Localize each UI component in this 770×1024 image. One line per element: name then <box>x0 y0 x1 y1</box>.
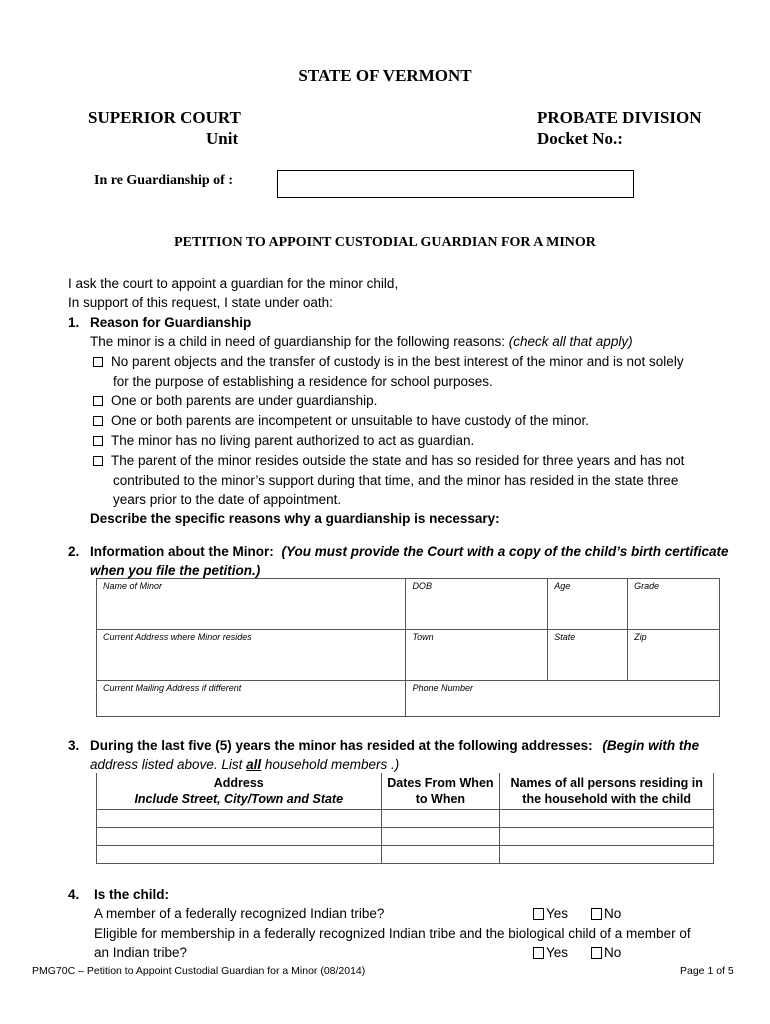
reason-4-text: The minor has no living parent authorized to act as guardian. <box>111 433 475 448</box>
tribe-member-question: A member of a federally recognized Indian tribe? <box>94 906 385 921</box>
section-2-note-cont: when you file the petition.) <box>90 563 261 578</box>
reason-5-text: The parent of the minor resides outside the state and has so resided for three years and has not <box>111 453 685 468</box>
address-cell[interactable] <box>97 809 382 827</box>
reason-option-5[interactable] <box>93 451 684 471</box>
dates-header-line-1: Dates From When <box>387 775 494 790</box>
docket-label: Docket No.: <box>537 129 623 148</box>
tribe-member-yes-checkbox[interactable] <box>533 908 544 920</box>
address-history-table <box>96 773 714 864</box>
section-1-lead-text: The minor is a child in need of guardianship for the following reasons: <box>90 334 505 349</box>
section-3-note-b2: household members .) <box>264 757 400 772</box>
reason-1-text-cont: for the purpose of establishing a residence for school purposes. <box>113 374 493 389</box>
dates-cell[interactable] <box>381 809 500 827</box>
address-header-line-1: Address <box>213 775 264 790</box>
reason-option-4[interactable] <box>93 431 474 451</box>
section-3-note-b1: address listed above. List <box>90 757 243 772</box>
section-1-lead-note: (check all that apply) <box>508 334 633 349</box>
document-title: STATE OF VERMONT <box>298 66 472 85</box>
tribe-member-no[interactable] <box>591 904 621 924</box>
address-cell[interactable] <box>97 845 382 863</box>
reason-2-checkbox[interactable] <box>93 396 103 406</box>
minor-age-field[interactable] <box>548 579 628 630</box>
reason-option-3[interactable] <box>93 411 589 431</box>
section-2-number: 2. <box>68 544 80 559</box>
reason-3-text: One or both parents are incompetent or unsuitable to have custody of the minor. <box>111 413 590 428</box>
minor-state-field[interactable] <box>548 630 628 681</box>
minor-age-label: Age <box>554 581 571 591</box>
minor-phone-field[interactable] <box>406 681 720 717</box>
reason-option-1[interactable] <box>93 352 684 372</box>
section-3-note-b <box>90 755 399 775</box>
intro-line-1: I ask the court to appoint a guardian for the minor child, <box>68 276 399 291</box>
minor-phone-label: Phone Number <box>412 683 473 693</box>
reason-5-text-cont-1: contributed to the minor’s support during that time, and the minor has resided in the state three <box>113 473 679 488</box>
minor-dob-label: DOB <box>412 581 432 591</box>
names-cell[interactable] <box>500 809 714 827</box>
dates-cell[interactable] <box>381 845 500 863</box>
tribe-member-yes[interactable] <box>533 904 568 924</box>
reason-1-checkbox[interactable] <box>93 357 103 367</box>
tribe-member-yes-label: Yes <box>546 906 569 921</box>
section-3-heading-line <box>90 736 699 756</box>
form-footer: PMG70C – Petition to Appoint Custodial Guardian for a Minor (08/2014) <box>32 965 366 977</box>
section-4-heading: Is the child: <box>94 887 170 902</box>
guardianship-name-field[interactable] <box>277 170 634 198</box>
intro-line-2: In support of this request, I state under oath: <box>68 295 333 310</box>
tribe-member-no-label: No <box>604 906 622 921</box>
minor-grade-field[interactable] <box>628 579 720 630</box>
minor-mailing-field[interactable] <box>97 681 406 717</box>
address-header-line-2: Include Street, City/Town and State <box>134 791 344 806</box>
tribe-eligible-no-label: No <box>604 945 622 960</box>
minor-town-label: Town <box>412 632 434 642</box>
minor-address-label: Current Address where Minor resides <box>103 632 252 642</box>
section-1-number: 1. <box>68 315 80 330</box>
address-cell[interactable] <box>97 827 382 845</box>
tribe-eligible-question-cont: an Indian tribe? <box>94 945 188 960</box>
minor-name-field[interactable] <box>97 579 406 630</box>
minor-address-field[interactable] <box>97 630 406 681</box>
names-cell[interactable] <box>500 827 714 845</box>
division-name: PROBATE DIVISION <box>537 108 702 127</box>
dates-header-line-2: to When <box>415 791 466 806</box>
court-name: SUPERIOR COURT <box>88 108 241 127</box>
minor-zip-field[interactable] <box>628 630 720 681</box>
minor-name-label: Name of Minor <box>103 581 163 591</box>
reason-5-text-cont-2: years prior to the date of appointment. <box>113 492 342 507</box>
section-3-note-all: all <box>246 757 262 772</box>
tribe-eligible-no-checkbox[interactable] <box>591 947 602 959</box>
address-column-header <box>97 773 382 809</box>
section-3-note-a: (Begin with the <box>602 738 700 753</box>
minor-mailing-label: Current Mailing Address if different <box>103 683 242 693</box>
reason-1-text: No parent objects and the transfer of custody is in the best interest of the minor and is not solely <box>111 354 684 369</box>
table-row <box>97 845 714 863</box>
reason-5-checkbox[interactable] <box>93 456 103 466</box>
names-header-line-1: Names of all persons residing in <box>510 775 703 790</box>
table-row <box>97 809 714 827</box>
dates-cell[interactable] <box>381 827 500 845</box>
petition-title: PETITION TO APPOINT CUSTODIAL GUARDIAN FOR A MINOR <box>174 235 596 250</box>
section-1-lead <box>90 332 633 352</box>
reason-2-text: One or both parents are under guardianship. <box>111 393 378 408</box>
minor-state-label: State <box>554 632 576 642</box>
names-cell[interactable] <box>500 845 714 863</box>
tribe-eligible-yes-checkbox[interactable] <box>533 947 544 959</box>
reason-4-checkbox[interactable] <box>93 436 103 446</box>
page-number: Page 1 of 5 <box>680 965 734 977</box>
reason-3-checkbox[interactable] <box>93 416 103 426</box>
table-row <box>97 827 714 845</box>
tribe-member-no-checkbox[interactable] <box>591 908 602 920</box>
dates-column-header <box>381 773 500 809</box>
section-3-number: 3. <box>68 738 80 753</box>
minor-zip-label: Zip <box>634 632 647 642</box>
unit-label: Unit <box>206 129 239 148</box>
tribe-eligible-yes-label: Yes <box>546 945 569 960</box>
section-1-heading: Reason for Guardianship <box>90 315 252 330</box>
section-4-number: 4. <box>68 887 80 902</box>
minor-grade-label: Grade <box>634 581 660 591</box>
tribe-eligible-no[interactable] <box>591 943 621 963</box>
section-2-heading-line <box>90 542 729 562</box>
minor-town-field[interactable] <box>406 630 548 681</box>
describe-reasons-label: Describe the specific reasons why a guardianship is necessary: <box>90 511 500 526</box>
names-header-line-2: the household with the child <box>522 791 692 806</box>
tribe-eligible-yes[interactable] <box>533 943 568 963</box>
minor-info-table <box>96 578 720 717</box>
reason-option-2[interactable] <box>93 391 377 411</box>
section-3-heading: During the last five (5) years the minor has resided at the following addresses: <box>90 738 593 753</box>
section-2-heading: Information about the Minor: <box>90 544 274 559</box>
tribe-eligible-question: Eligible for membership in a federally recognized Indian tribe and the biological child of a member of <box>94 926 691 941</box>
names-column-header <box>500 773 714 809</box>
in-re-label: In re Guardianship of : <box>94 173 233 188</box>
section-2-note: (You must provide the Court with a copy of the child’s birth certificate <box>281 544 729 559</box>
minor-dob-field[interactable] <box>406 579 548 630</box>
